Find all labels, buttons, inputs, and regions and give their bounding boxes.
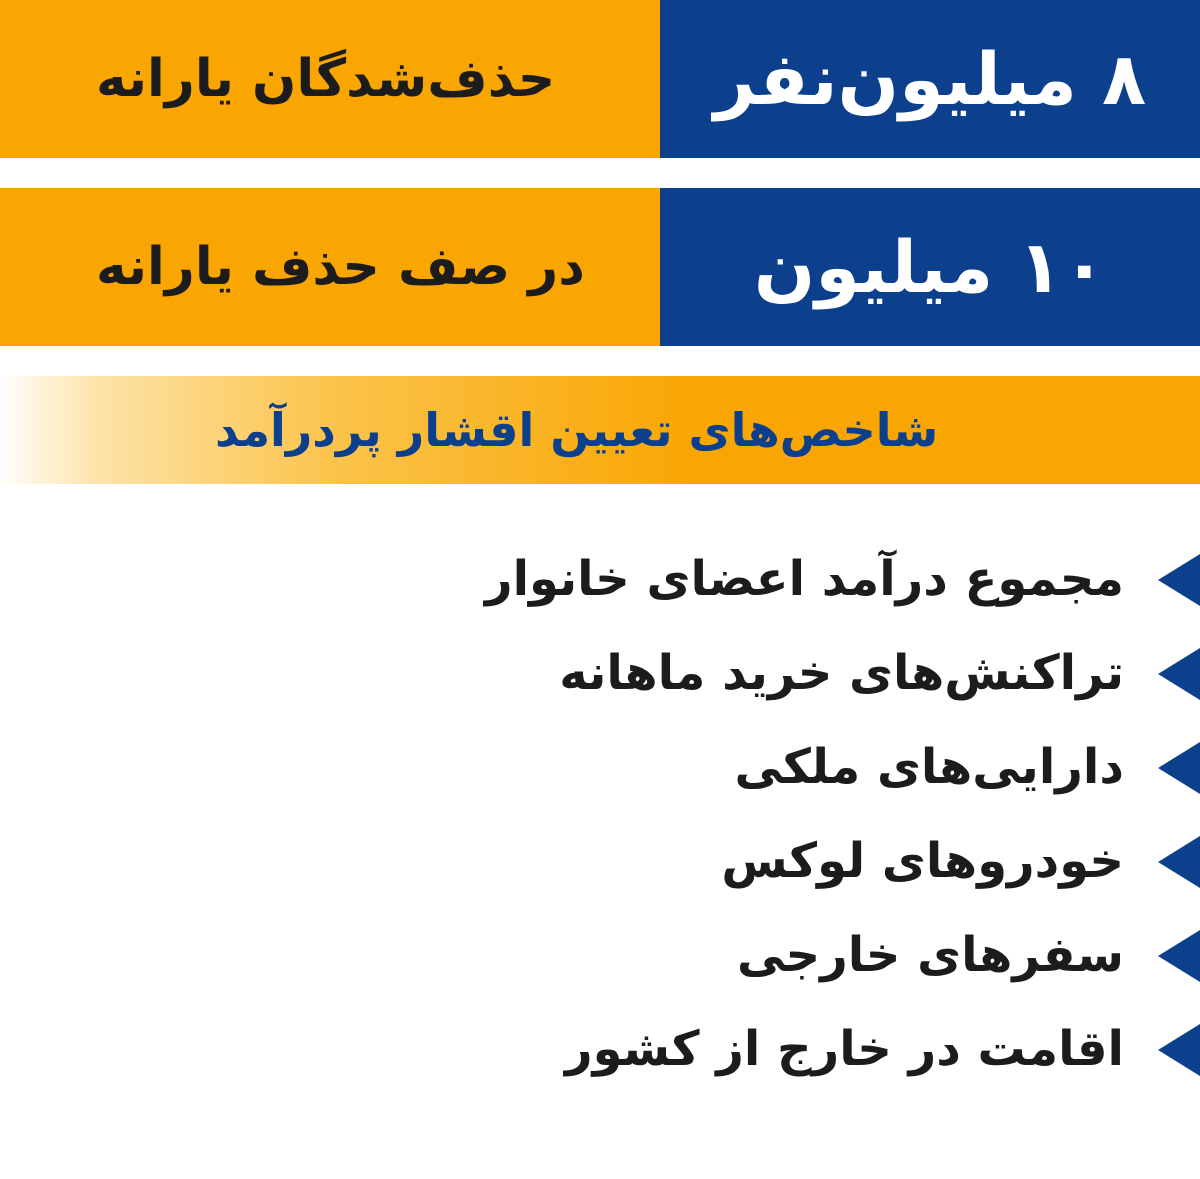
triangle-bullet-icon [1138, 648, 1200, 700]
list-item [0, 826, 1200, 898]
triangle-bullet-icon [1138, 554, 1200, 606]
stat-value-1: ۸ میلیون‌نفر [660, 0, 1200, 158]
triangle-bullet-icon [1138, 930, 1200, 982]
section-banner [0, 376, 1200, 484]
stat-row-1 [0, 0, 1200, 158]
triangle-bullet-icon [1138, 742, 1200, 794]
row-divider-1 [0, 158, 1200, 188]
stat-value-2: ۱۰ میلیون [660, 188, 1200, 346]
triangle-bullet-icon [1138, 836, 1200, 888]
list-item [0, 1014, 1200, 1086]
stat-row-2 [0, 188, 1200, 346]
list-item [0, 544, 1200, 616]
list-item [0, 638, 1200, 710]
stat-label-1 [0, 0, 660, 158]
list-item [0, 920, 1200, 992]
indicator-label-6: اقامت در خارج از کشور [565, 1021, 1124, 1078]
stat-label-2-text: در صف حذف یارانه [96, 237, 585, 297]
indicator-list [0, 544, 1200, 1086]
row-divider-2 [0, 346, 1200, 376]
list-item [0, 732, 1200, 804]
section-title: شاخص‌های تعیین اقشار پردرآمد [215, 403, 939, 457]
triangle-bullet-icon [1138, 1024, 1200, 1076]
indicator-label-3: دارایی‌های ملکی [734, 739, 1124, 796]
stat-label-1-text: حذف‌شدگان یارانه [96, 49, 556, 109]
stat-label-2 [0, 188, 660, 346]
indicator-label-5: سفرهای خارجی [736, 927, 1124, 984]
indicator-label-4: خودروهای لوکس [721, 833, 1124, 890]
indicator-label-2: تراکنش‌های خرید ماهانه [559, 645, 1124, 702]
indicator-label-1: مجموع درآمد اعضای خانوار [484, 551, 1124, 608]
